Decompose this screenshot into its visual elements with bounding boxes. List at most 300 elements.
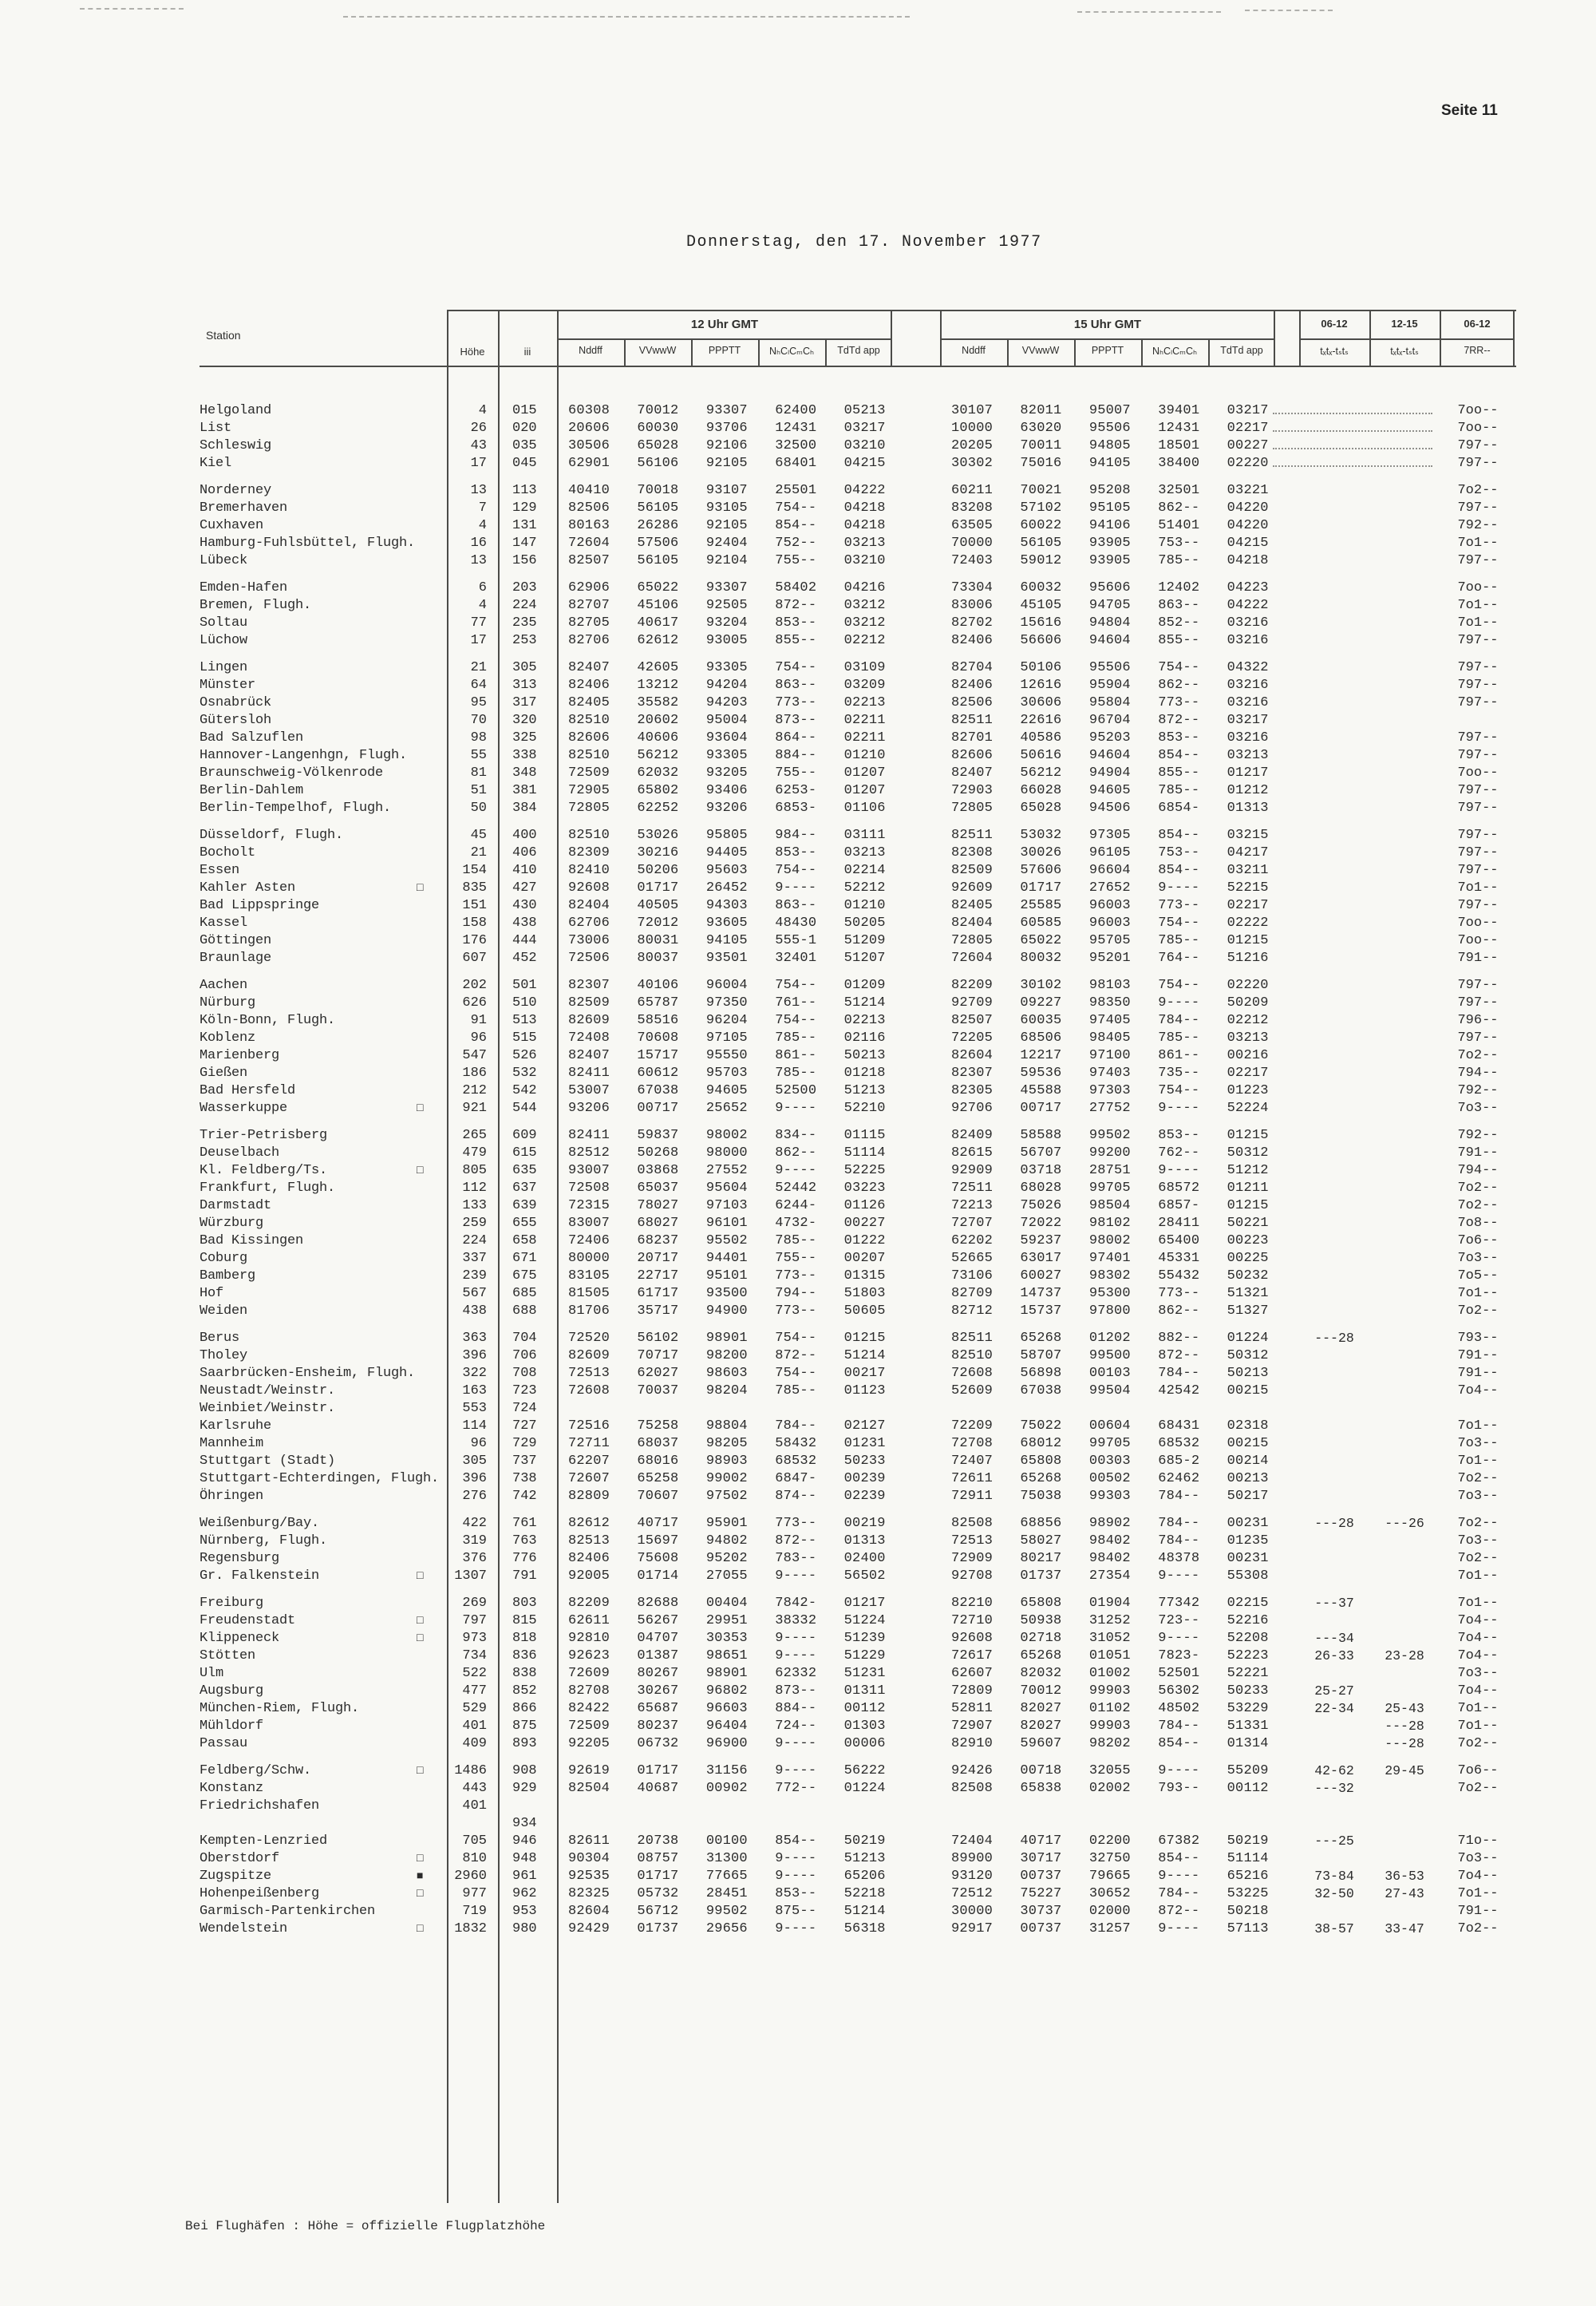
hoehe-value: 158 <box>462 916 487 931</box>
station-marker: □ <box>417 1102 424 1115</box>
rr-value <box>1440 1798 1516 1815</box>
rr-value: 7o3-- <box>1457 1851 1499 1866</box>
station-group <box>200 1762 1516 1938</box>
iii-value: 934 <box>512 1816 537 1831</box>
rr-value: 7o2-- <box>1457 1551 1499 1566</box>
obs-15h: 89900 30717 32750 854-- 51114 <box>951 1851 1269 1866</box>
rr-value: 791-- <box>1457 1145 1499 1161</box>
iii-value: 515 <box>512 1030 537 1046</box>
rr-value: 7o1-- <box>1457 536 1499 551</box>
station-name: Garmisch-Partenkirchen <box>200 1904 376 1919</box>
obs-12h: 62207 68016 98903 68532 50233 <box>568 1454 886 1469</box>
obs-12h: 82422 65687 96603 884-- 00112 <box>568 1701 886 1716</box>
station-row <box>200 1815 1516 1833</box>
hoehe-value: 176 <box>462 933 487 948</box>
obs-15h: 82508 65838 02002 793-- 00112 <box>951 1781 1269 1796</box>
txtx-tsts-12-15: ---26 <box>1385 1516 1424 1531</box>
station-name: München-Riem, Flugh. <box>200 1701 360 1716</box>
obs-12h: 62706 72012 93605 48430 50205 <box>568 916 886 931</box>
rr-value: 7o5-- <box>1457 1268 1499 1284</box>
txtx-tsts-06-12 <box>1299 730 1369 747</box>
rr-value: 797-- <box>1457 500 1499 516</box>
iii-value: 129 <box>512 500 537 516</box>
txtx-tsts-12-15: 33-47 <box>1385 1921 1424 1936</box>
rr-value: 797-- <box>1457 695 1499 710</box>
rr-value: 7o1-- <box>1457 1418 1499 1434</box>
txtx-tsts-06-12 <box>1299 1180 1369 1197</box>
station-table-body <box>200 375 1516 1938</box>
station-row <box>200 1700 1516 1718</box>
txtx-tsts-12-15 <box>1369 880 1440 897</box>
iii-value: 961 <box>512 1869 537 1884</box>
obs-15h: 82506 30606 95804 773-- 03216 <box>951 695 1269 710</box>
station-row <box>200 782 1516 800</box>
obs-12h: 82411 59837 98002 834-- 01115 <box>568 1128 886 1143</box>
station-name: Essen <box>200 863 240 878</box>
station-row <box>200 1303 1516 1320</box>
hoehe-value: 91 <box>470 1013 487 1028</box>
station-name: Kassel <box>200 916 248 931</box>
obs-12h: 82406 13212 94204 863-- 03209 <box>568 678 886 693</box>
station-marker: □ <box>417 1853 424 1865</box>
station-group <box>200 659 1516 817</box>
rr-value: 797-- <box>1457 678 1499 693</box>
station-row <box>200 615 1516 632</box>
station-row <box>200 437 1516 455</box>
obs-15h: 92917 00737 31257 9---- 57113 <box>951 1921 1269 1936</box>
station-row <box>200 402 1516 420</box>
txtx-tsts-12-15 <box>1369 1903 1440 1920</box>
rr-value: 7o8-- <box>1457 1216 1499 1231</box>
station-marker <box>415 482 447 500</box>
obs-15h: 92909 03718 28751 9---- 51212 <box>951 1163 1269 1178</box>
station-name: Bad Salzuflen <box>200 730 304 746</box>
station-name: Koblenz <box>200 1030 256 1046</box>
station-name: Emden-Hafen <box>200 580 288 595</box>
iii-value: 305 <box>512 660 537 675</box>
hoehe-value: 443 <box>462 1781 487 1796</box>
station-marker <box>415 897 447 915</box>
hoehe-value: 805 <box>462 1163 487 1178</box>
txtx-tsts-12-15 <box>1369 1382 1440 1400</box>
station-group <box>200 827 1516 967</box>
hoehe-value: 114 <box>462 1418 487 1434</box>
obs-12h: 62901 56106 92105 68401 04215 <box>568 456 886 471</box>
station-group <box>200 1330 1516 1505</box>
iii-value: 637 <box>512 1181 537 1196</box>
obs-12h: 82705 40617 93204 853-- 03212 <box>568 615 886 631</box>
hoehe-value: 479 <box>462 1145 487 1161</box>
station-marker <box>415 1515 447 1533</box>
obs-col-header-vvwww-12: VVwwW <box>638 345 677 356</box>
station-marker <box>415 1815 447 1833</box>
iii-value: 815 <box>512 1613 537 1628</box>
obs-12h: 82405 35582 94203 773-- 02213 <box>568 695 886 710</box>
station-name: Freudenstadt <box>200 1613 296 1628</box>
hoehe-value: 322 <box>462 1366 487 1381</box>
hoehe-value: 626 <box>462 995 487 1011</box>
rr-value: 7o3-- <box>1457 1101 1499 1116</box>
station-marker <box>415 500 447 517</box>
txtx-tsts-12-15 <box>1369 1127 1440 1145</box>
iii-value: 704 <box>512 1331 537 1346</box>
txtx-tsts-12-15 <box>1369 950 1440 967</box>
rr-value: 797-- <box>1457 995 1499 1011</box>
iii-value: 131 <box>512 518 537 533</box>
rr-value: 7o3-- <box>1457 1533 1499 1549</box>
obs-12h: 72408 70608 97105 785-- 02116 <box>568 1030 886 1046</box>
station-marker <box>415 1647 447 1665</box>
rr-value: 7o1-- <box>1457 1596 1499 1611</box>
station-row <box>200 1065 1516 1082</box>
txtx-tsts-12-15 <box>1369 1453 1440 1470</box>
station-row <box>200 995 1516 1012</box>
txtx-tsts-12-15 <box>1369 932 1440 950</box>
obs-12h: 92619 01717 31156 9---- 56222 <box>568 1763 886 1778</box>
station-row <box>200 880 1516 897</box>
iii-value: 761 <box>512 1516 537 1531</box>
station-row <box>200 455 1516 473</box>
station-name: Düsseldorf, Flugh. <box>200 828 344 843</box>
station-marker <box>415 1047 447 1065</box>
station-name: Würzburg <box>200 1216 264 1231</box>
iii-value: 723 <box>512 1383 537 1398</box>
txtx-tsts-06-12 <box>1299 1145 1369 1162</box>
rr-value: 797-- <box>1457 783 1499 798</box>
txtx-tsts-12-15 <box>1369 977 1440 995</box>
rr-value: 7o4-- <box>1457 1613 1499 1628</box>
rr-value: 797-- <box>1457 633 1499 648</box>
txtx-tsts-12-15: ---28 <box>1385 1719 1424 1734</box>
obs-15h: 83006 45105 94705 863-- 04222 <box>951 598 1269 613</box>
station-name: Lübeck <box>200 553 248 568</box>
txtx-tsts-06-12 <box>1299 597 1369 615</box>
obs-15h: 92708 01737 27354 9---- 55308 <box>951 1568 1269 1584</box>
iii-value: 908 <box>512 1763 537 1778</box>
iii-value: 658 <box>512 1233 537 1248</box>
station-name: Köln-Bonn, Flugh. <box>200 1013 336 1028</box>
hoehe-value: 401 <box>462 1719 487 1734</box>
iii-value: 980 <box>512 1921 537 1936</box>
obs-15h: 82712 15737 97800 862-- 51327 <box>951 1303 1269 1319</box>
rr-value: 7o4-- <box>1457 1631 1499 1646</box>
obs-15h: 82704 50106 95506 754-- 04322 <box>951 660 1269 675</box>
obs-12h: 40410 70018 93107 25501 04222 <box>568 483 886 498</box>
rr-value: 797-- <box>1457 438 1499 453</box>
obs-15h: 83208 57102 95105 862-- 04220 <box>951 500 1269 516</box>
station-group <box>200 1515 1516 1585</box>
hoehe-value: 705 <box>462 1833 487 1849</box>
hoehe-value: 50 <box>470 801 487 816</box>
txtx-tsts-06-12 <box>1299 1162 1369 1180</box>
obs-15h: 30000 30737 02000 872-- 50218 <box>951 1904 1269 1919</box>
hoehe-value: 553 <box>462 1401 487 1416</box>
obs-15h: 82407 56212 94904 855-- 01217 <box>951 765 1269 781</box>
hoehe-value: 797 <box>462 1613 487 1628</box>
hoehe-value: 17 <box>470 633 487 648</box>
rr-value: 794-- <box>1457 1163 1499 1178</box>
station-name: Bad Lippspringe <box>200 898 320 913</box>
obs-12h: 62906 65022 93307 58402 04216 <box>568 580 886 595</box>
obs-12h: 92535 01717 77665 9---- 65206 <box>568 1869 886 1884</box>
station-row <box>200 1470 1516 1488</box>
obs-12h: 72609 80267 98901 62332 51231 <box>568 1666 886 1681</box>
station-marker <box>415 659 447 677</box>
obs-12h: 82411 60612 95703 785-- 01218 <box>568 1066 886 1081</box>
station-row <box>200 579 1516 597</box>
txtx-tsts-06-12 <box>1299 1550 1369 1568</box>
obs-12h: 92005 01714 27055 9---- 56502 <box>568 1568 886 1584</box>
rr-value: 791-- <box>1457 1904 1499 1919</box>
station-row <box>200 862 1516 880</box>
station-marker <box>415 1400 447 1418</box>
obs-12h: 82708 30267 96802 873-- 01311 <box>568 1683 886 1699</box>
obs-15h: 52665 63017 97401 45331 00225 <box>951 1251 1269 1266</box>
hoehe-value: 409 <box>462 1736 487 1751</box>
station-row <box>200 1780 1516 1798</box>
rr-value: 71o-- <box>1457 1833 1499 1849</box>
table-rule-under-periods <box>1299 338 1515 340</box>
obs-15h: 72809 70012 99903 56302 50233 <box>951 1683 1269 1699</box>
hoehe-value: 269 <box>462 1596 487 1611</box>
txtx-tsts-12-15 <box>1369 1232 1440 1250</box>
station-row <box>200 1885 1516 1903</box>
station-marker <box>415 1418 447 1435</box>
station-marker <box>415 730 447 747</box>
station-name: Stuttgart (Stadt) <box>200 1454 336 1469</box>
iii-value: 738 <box>512 1471 537 1486</box>
iii-value: 532 <box>512 1066 537 1081</box>
txtx-tsts-06-12 <box>1299 535 1369 552</box>
hoehe-value: 6 <box>478 580 487 595</box>
hoehe-value: 81 <box>470 765 487 781</box>
obs-12h: 72516 75258 98804 784-- 02127 <box>568 1418 886 1434</box>
hoehe-value: 151 <box>462 898 487 913</box>
station-marker <box>415 827 447 844</box>
station-row <box>200 677 1516 694</box>
rr-value: 7o2-- <box>1457 1781 1499 1796</box>
txtx-tsts-12-15: ---28 <box>1385 1736 1424 1751</box>
obs-12h: 82609 58516 96204 754-- 02213 <box>568 1013 886 1028</box>
obs-15h: 72604 80032 95201 764-- 51216 <box>951 951 1269 966</box>
obs-col-header-tdtd-15: TdTd app <box>1220 345 1263 356</box>
iii-value: 791 <box>512 1568 537 1584</box>
rr-value: 7o3-- <box>1457 1436 1499 1451</box>
iii-value: 501 <box>512 978 537 993</box>
obs-15h: 72903 66028 94605 785-- 01212 <box>951 783 1269 798</box>
iii-value: 526 <box>512 1048 537 1063</box>
iii-value: 671 <box>512 1251 537 1266</box>
rr-value: 7o2-- <box>1457 1921 1499 1936</box>
iii-value: 838 <box>512 1666 537 1681</box>
obs-15h: 93120 00737 79665 9---- 65216 <box>951 1869 1269 1884</box>
station-marker <box>415 1082 447 1100</box>
iii-value: 727 <box>512 1418 537 1434</box>
station-name: Hof <box>200 1286 224 1301</box>
station-marker <box>415 1683 447 1700</box>
txtx-tsts-06-12 <box>1299 677 1369 694</box>
station-name: Marienberg <box>200 1048 280 1063</box>
rr-value: 791-- <box>1457 951 1499 966</box>
period-header-12-15: 12-15 <box>1391 318 1418 330</box>
iii-value: 338 <box>512 748 537 763</box>
station-marker <box>415 1197 447 1215</box>
obs-12h: 82325 05732 28451 853-- 52218 <box>568 1886 886 1901</box>
obs-12h: 82209 82688 00404 7842- 01217 <box>568 1596 886 1611</box>
obs-15h: 82510 58707 99500 872-- 50312 <box>951 1348 1269 1363</box>
hoehe-value: 438 <box>462 1303 487 1319</box>
txtx-tsts-06-12 <box>1299 915 1369 932</box>
iii-value: 724 <box>512 1401 537 1416</box>
txtx-tsts-12-15 <box>1369 1065 1440 1082</box>
iii-value: 235 <box>512 615 537 631</box>
obs-col-header-clouds-15: NₕCₗCₘCₕ <box>1152 346 1198 357</box>
txtx-tsts-12-15 <box>1369 552 1440 570</box>
station-marker <box>415 1453 447 1470</box>
station-name: Hannover-Langenhgn, Flugh. <box>200 748 408 763</box>
obs-15h: 73304 60032 95606 12402 04223 <box>951 580 1269 595</box>
txtx-tsts-12-15 <box>1369 1162 1440 1180</box>
iii-value: 406 <box>512 845 537 860</box>
station-name: Kahler Asten <box>200 880 296 896</box>
station-row <box>200 1030 1516 1047</box>
hoehe-value: 45 <box>470 828 487 843</box>
station-name: Nürnberg, Flugh. <box>200 1533 328 1549</box>
station-row <box>200 1215 1516 1232</box>
iii-value: 035 <box>512 438 537 453</box>
txtx-tsts-06-12 <box>1299 437 1369 455</box>
station-marker <box>415 579 447 597</box>
obs-12h: 72805 62252 93206 6853- 01106 <box>568 801 886 816</box>
obs-12h: 82606 40606 93604 864-- 02211 <box>568 730 886 746</box>
rr-value: 797-- <box>1457 898 1499 913</box>
obs-15h: 63505 60022 94106 51401 04220 <box>951 518 1269 533</box>
table-rule-under-12gmt <box>557 338 892 340</box>
footer-note: Bei Flughäfen : Höhe = offizielle Flugplatzhöhe <box>185 2219 546 2233</box>
rr-value: 7o1-- <box>1457 615 1499 631</box>
period-header-06-12a: 06-12 <box>1321 318 1348 330</box>
obs-15h: 82910 59607 98202 854-- 01314 <box>951 1736 1269 1751</box>
iii-value: 708 <box>512 1366 537 1381</box>
station-name: Saarbrücken-Ensheim, Flugh. <box>200 1366 416 1381</box>
txtx-tsts-06-12 <box>1299 1533 1369 1550</box>
txtx-tsts-12-15 <box>1369 765 1440 782</box>
txtx-tsts-06-12 <box>1299 1735 1369 1753</box>
hoehe-value: 401 <box>462 1798 487 1814</box>
obs-15h: 73106 60027 98302 55432 50232 <box>951 1268 1269 1284</box>
station-marker <box>415 1012 447 1030</box>
station-row <box>200 1382 1516 1400</box>
iii-value: 929 <box>512 1781 537 1796</box>
txtx-tsts-06-12 <box>1299 800 1369 817</box>
hoehe-value: 376 <box>462 1551 487 1566</box>
hoehe-value: 4 <box>478 518 487 533</box>
txtx-tsts-12-15 <box>1369 1012 1440 1030</box>
rr-value: 792-- <box>1457 1083 1499 1098</box>
station-row <box>200 1833 1516 1850</box>
txtx-tsts-06-12 <box>1299 552 1369 570</box>
station-row <box>200 1647 1516 1665</box>
rr-value: 7o6-- <box>1457 1763 1499 1778</box>
txtx-tsts-06-12 <box>1299 862 1369 880</box>
txtx-tsts-06-12: 42-62 <box>1314 1763 1354 1778</box>
obs-15h: 72911 75038 99303 784-- 50217 <box>951 1489 1269 1504</box>
hoehe-value: 835 <box>462 880 487 896</box>
obs-12h: 82504 40687 00902 772-- 01224 <box>568 1781 886 1796</box>
station-marker <box>415 995 447 1012</box>
station-name: Hohenpeißenberg <box>200 1886 320 1901</box>
hoehe-value: 154 <box>462 863 487 878</box>
obs-15h: 82305 45588 97303 754-- 01223 <box>951 1083 1269 1098</box>
txtx-tsts-06-12 <box>1299 977 1369 995</box>
rr-value: 7o3-- <box>1457 1489 1499 1504</box>
station-column-header: Station <box>206 329 241 342</box>
iii-value: 852 <box>512 1683 537 1699</box>
station-name: Lingen <box>200 660 248 675</box>
station-group <box>200 579 1516 650</box>
station-name: Bremerhaven <box>200 500 288 516</box>
iii-value: 381 <box>512 783 537 798</box>
txtx-tsts-06-12 <box>1299 1815 1369 1833</box>
station-name: Darmstadt <box>200 1198 272 1213</box>
txtx-tsts-12-15 <box>1369 1665 1440 1683</box>
station-row <box>200 747 1516 765</box>
station-row <box>200 932 1516 950</box>
obs-12h: 82612 40717 95901 773-- 00219 <box>568 1516 886 1531</box>
iii-value <box>498 1798 557 1815</box>
txtx-tsts-12-15 <box>1369 500 1440 517</box>
station-marker <box>415 552 447 570</box>
station-marker: □ <box>417 1615 424 1628</box>
obs-15h: 82507 60035 97405 784-- 02212 <box>951 1013 1269 1028</box>
station-name: Kl. Feldberg/Ts. <box>200 1163 328 1178</box>
txtx-tsts-12-15: 29-45 <box>1385 1763 1424 1778</box>
iii-value: 615 <box>512 1145 537 1161</box>
station-marker <box>415 800 447 817</box>
hoehe-value: 186 <box>462 1066 487 1081</box>
txtx-tsts-12-15 <box>1369 1595 1440 1612</box>
hoehe-column-header: Höhe <box>460 346 485 358</box>
rr-value: 797-- <box>1457 730 1499 746</box>
iii-value: 427 <box>512 880 537 896</box>
txtx-tsts-12-15 <box>1369 1100 1440 1117</box>
obs-12h: 60308 70012 93307 62400 05213 <box>568 403 886 418</box>
rr-value: 7o2-- <box>1457 1303 1499 1319</box>
obs-15h: 82409 58588 99502 853-- 01215 <box>951 1128 1269 1143</box>
obs-15h: 72513 58027 98402 784-- 01235 <box>951 1533 1269 1549</box>
hoehe-value: 163 <box>462 1383 487 1398</box>
hoehe-value: 265 <box>462 1128 487 1143</box>
obs-12h: 82604 56712 99502 875-- 51214 <box>568 1904 886 1919</box>
obs-12h: 82509 65787 97350 761-- 51214 <box>568 995 886 1011</box>
iii-value: 742 <box>512 1489 537 1504</box>
txtx-tsts-12-15 <box>1369 437 1440 455</box>
obs-12h <box>557 1815 940 1833</box>
station-name: Lüchow <box>200 633 248 648</box>
hoehe-value: 259 <box>462 1216 487 1231</box>
txtx-tsts-06-12 <box>1299 1850 1369 1868</box>
txtx-tsts-12-15 <box>1369 827 1440 844</box>
obs-15h: 82615 56707 99200 762-- 50312 <box>951 1145 1269 1161</box>
iii-value: 452 <box>512 951 537 966</box>
txtx-tsts-12-15 <box>1369 1285 1440 1303</box>
rr-value: 7o4-- <box>1457 1383 1499 1398</box>
station-name: Ulm <box>200 1666 224 1681</box>
obs-12h: 80163 26286 92105 854-- 04218 <box>568 518 886 533</box>
hoehe-value: 719 <box>462 1904 487 1919</box>
txtx-tsts-06-12 <box>1299 1030 1369 1047</box>
txtx-tsts-12-15 <box>1369 1030 1440 1047</box>
